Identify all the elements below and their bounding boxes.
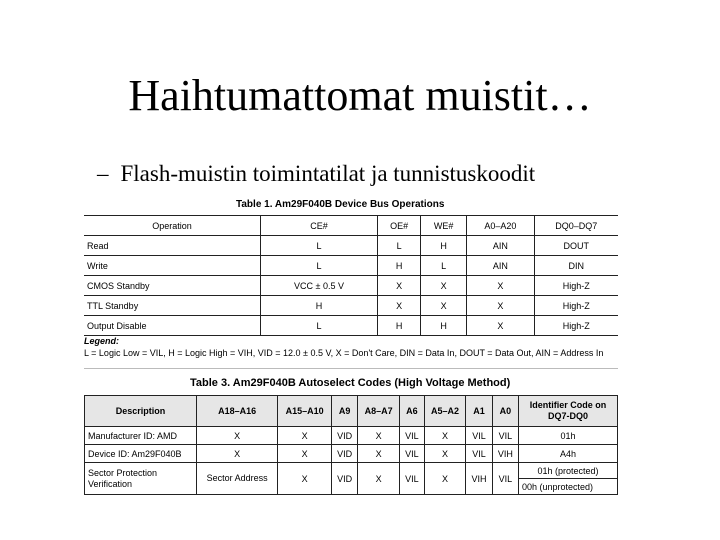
table-header-cell: CE# bbox=[261, 216, 378, 236]
table-cell: Output Disable bbox=[84, 316, 261, 336]
table-cell: TTL Standby bbox=[84, 296, 261, 316]
table-cell: VIL bbox=[492, 427, 518, 445]
table-cell: Read bbox=[84, 236, 261, 256]
table-cell: 01h (protected) bbox=[519, 463, 618, 479]
table-row bbox=[84, 276, 618, 296]
table3-caption: Table 3. Am29F040B Autoselect Codes (High Voltage Method) bbox=[190, 377, 511, 389]
table-cell: X bbox=[424, 427, 466, 445]
table-cell: High-Z bbox=[534, 316, 618, 336]
table-cell: L bbox=[261, 256, 378, 276]
bullet-text: Flash-muistin toimintatilat ja tunnistuskoodit bbox=[120, 161, 536, 186]
table-cell: X bbox=[197, 445, 278, 463]
bullet-dash: – bbox=[97, 161, 109, 186]
table-header-cell: OE# bbox=[378, 216, 421, 236]
table-header-cell: A8–A7 bbox=[358, 396, 400, 427]
table1-legend bbox=[84, 335, 624, 359]
table-cell: X bbox=[197, 427, 278, 445]
table-cell: X bbox=[378, 276, 421, 296]
bullet-item bbox=[97, 160, 535, 188]
table-header-cell: A0 bbox=[492, 396, 518, 427]
table-row bbox=[84, 256, 618, 276]
table-cell: X bbox=[424, 445, 466, 463]
table-cell: VIL bbox=[400, 445, 424, 463]
table-cell: AIN bbox=[467, 236, 534, 256]
table-cell: Manufacturer ID: AMD bbox=[85, 427, 197, 445]
table-row bbox=[84, 316, 618, 336]
table-cell: AIN bbox=[467, 256, 534, 276]
table-cell: L bbox=[261, 316, 378, 336]
table-cell: VIL bbox=[400, 463, 424, 495]
table-cell: High-Z bbox=[534, 276, 618, 296]
table-header-cell: A1 bbox=[466, 396, 492, 427]
table-cell: X bbox=[421, 296, 467, 316]
table-cell: X bbox=[378, 296, 421, 316]
table-cell: DIN bbox=[534, 256, 618, 276]
table-cell: VIL bbox=[466, 445, 492, 463]
table-cell: H bbox=[261, 296, 378, 316]
table-cell: High-Z bbox=[534, 296, 618, 316]
table-cell: X bbox=[358, 463, 400, 495]
table-cell: VID bbox=[332, 463, 358, 495]
table-cell: VIH bbox=[492, 445, 518, 463]
table-header-cell: DQ0–DQ7 bbox=[534, 216, 618, 236]
table-cell: CMOS Standby bbox=[84, 276, 261, 296]
legend-label: Legend: bbox=[84, 336, 119, 346]
table-cell: VCC ± 0.5 V bbox=[261, 276, 378, 296]
table1-caption: Table 1. Am29F040B Device Bus Operations bbox=[236, 199, 445, 210]
table-header-cell: A0–A20 bbox=[467, 216, 534, 236]
table-cell: X bbox=[421, 276, 467, 296]
slide-title: Haihtumattomat muistit… bbox=[128, 71, 592, 120]
table-cell: X bbox=[358, 445, 400, 463]
table-header-cell: A9 bbox=[332, 396, 358, 427]
table-cell: L bbox=[378, 236, 421, 256]
table-cell: L bbox=[421, 256, 467, 276]
table-header-cell: A15–A10 bbox=[278, 396, 332, 427]
table-cell: VIH bbox=[466, 463, 492, 495]
table-header-cell: Identifier Code on DQ7-DQ0 bbox=[519, 396, 618, 427]
table-cell: Sector Address bbox=[197, 463, 278, 495]
table-cell: X bbox=[424, 463, 466, 495]
table-cell: H bbox=[378, 256, 421, 276]
table-header-cell: A5–A2 bbox=[424, 396, 466, 427]
table-header-row bbox=[85, 396, 618, 427]
table-cell: H bbox=[421, 236, 467, 256]
table-row bbox=[84, 236, 618, 256]
table-cell: Write bbox=[84, 256, 261, 276]
table-cell: VID bbox=[332, 427, 358, 445]
autoselect-codes-table bbox=[84, 395, 618, 495]
table-row bbox=[85, 463, 618, 479]
table-cell: X bbox=[467, 296, 534, 316]
bus-operations-table bbox=[84, 215, 618, 336]
section-divider bbox=[84, 368, 618, 369]
table-header-row bbox=[84, 216, 618, 236]
table-cell: Sector Protection Verification bbox=[85, 463, 197, 495]
table-cell: Device ID: Am29F040B bbox=[85, 445, 197, 463]
table-row bbox=[85, 445, 618, 463]
table-cell: H bbox=[378, 316, 421, 336]
table-cell: 00h (unprotected) bbox=[519, 479, 618, 495]
table-cell: L bbox=[261, 236, 378, 256]
table-cell: X bbox=[278, 445, 332, 463]
table-cell: 01h bbox=[519, 427, 618, 445]
table-cell: X bbox=[278, 427, 332, 445]
table-cell: A4h bbox=[519, 445, 618, 463]
table-cell: VIL bbox=[400, 427, 424, 445]
table-header-cell: WE# bbox=[421, 216, 467, 236]
table-cell: X bbox=[467, 316, 534, 336]
table-cell: VID bbox=[332, 445, 358, 463]
table-cell: DOUT bbox=[534, 236, 618, 256]
table-cell: X bbox=[467, 276, 534, 296]
table-cell: VIL bbox=[492, 463, 518, 495]
table-header-cell: A18–A16 bbox=[197, 396, 278, 427]
table-header-cell: A6 bbox=[400, 396, 424, 427]
table-cell: VIL bbox=[466, 427, 492, 445]
table-header-cell: Description bbox=[85, 396, 197, 427]
table-cell: X bbox=[358, 427, 400, 445]
legend-text: L = Logic Low = VIL, H = Logic High = VIH, VID = 12.0 ± 0.5 V, X = Don't Care, DIN = Data In, DOUT = Data Out, AIN = Address In bbox=[84, 348, 604, 358]
table-row bbox=[85, 427, 618, 445]
table-cell: H bbox=[421, 316, 467, 336]
table-header-cell: Operation bbox=[84, 216, 261, 236]
table-row bbox=[84, 296, 618, 316]
table-cell: X bbox=[278, 463, 332, 495]
